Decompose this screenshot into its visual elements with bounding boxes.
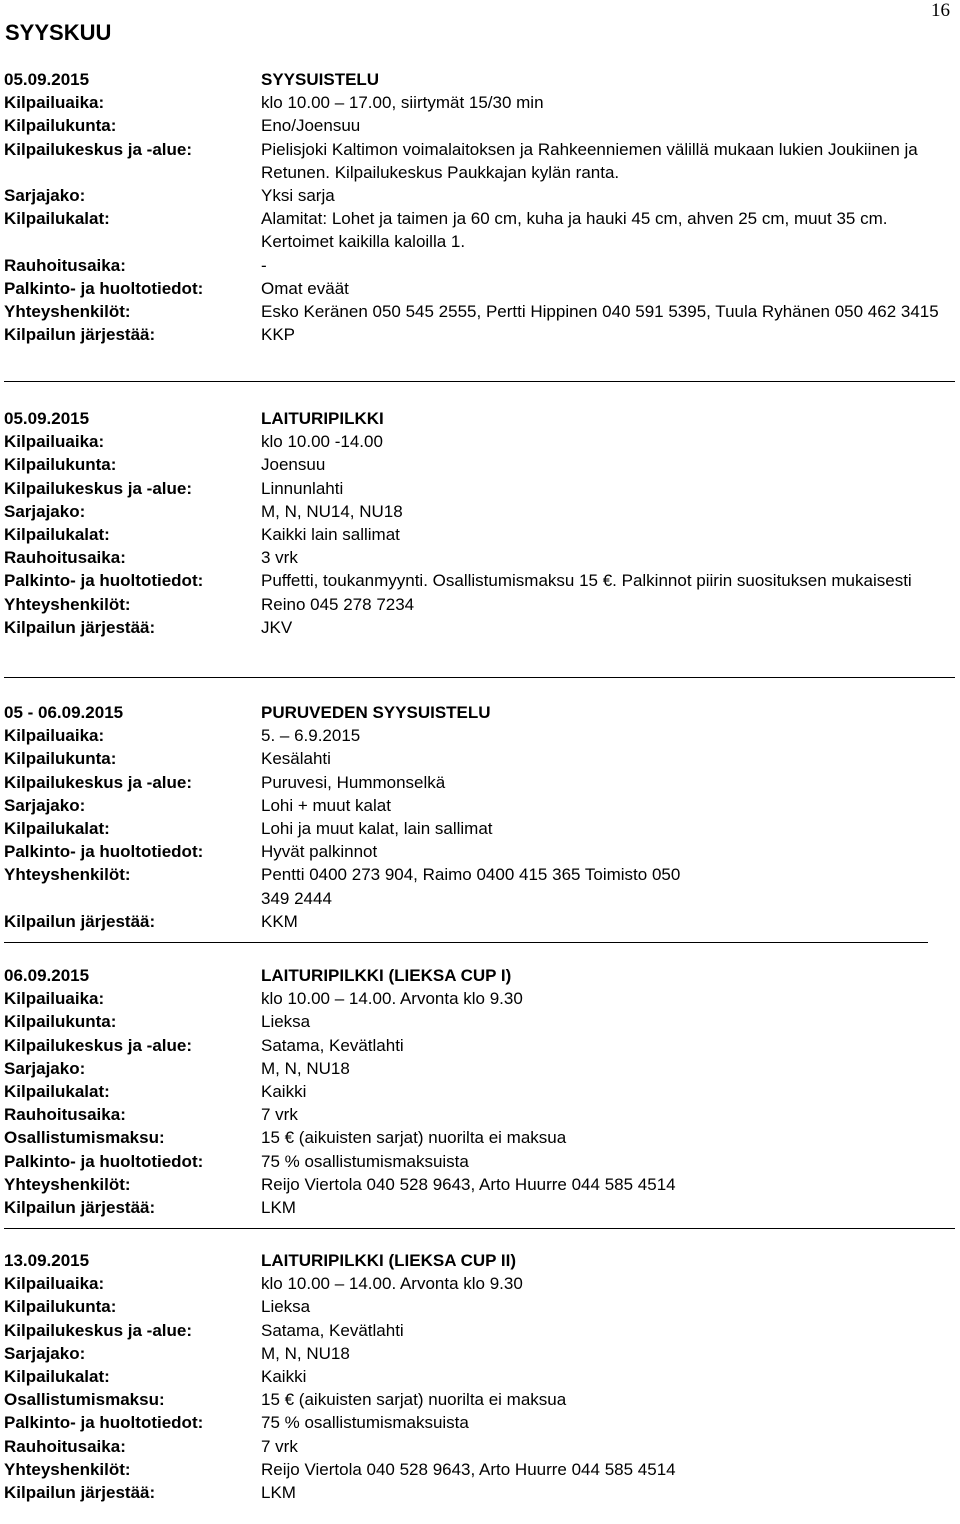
event-row (4, 184, 959, 207)
event-row (4, 138, 959, 184)
row-value: Kesälahti (261, 749, 331, 769)
event-row (4, 840, 959, 863)
row-value: JKV (261, 617, 293, 637)
event-title: LAITURIPILKKI (LIEKSA CUP I) (261, 966, 512, 985)
row-label: Kilpailun järjestää: (4, 911, 156, 931)
row-label: Yhteyshenkilöt: (4, 1459, 131, 1479)
row-label: Rauhoitusaika: (4, 1436, 126, 1456)
event-date: 05.09.2015 (4, 70, 90, 89)
row-label: Osallistumismaksu: (4, 1390, 165, 1410)
event-row (4, 1173, 959, 1196)
event-row (4, 1481, 959, 1504)
row-value: 3 vrk (261, 548, 298, 568)
event-row (4, 1103, 959, 1126)
event-row (4, 1295, 959, 1318)
event-header (4, 68, 959, 91)
event-row (4, 1342, 959, 1365)
event-row (4, 254, 959, 277)
row-value: Alamitat: Lohet ja taimen ja 60 cm, kuha ja hauki 45 cm, ahven 25 cm, muut 35 cm. Kertoimet kaikilla kaloilla 1. (261, 209, 888, 252)
row-value: Puffetti, toukanmyynti. Osallistumismaksu 15 €. Palkinnot piirin suosituksen mukaisesti (261, 571, 912, 591)
row-value: Hyvät palkinnot (261, 842, 378, 862)
event-row (4, 747, 959, 770)
event-row (4, 1126, 959, 1149)
row-label: Kilpailuaika: (4, 432, 105, 452)
event-row (4, 277, 959, 300)
month-title: SYYSKUU (5, 20, 112, 45)
row-value: klo 10.00 – 17.00, siirtymät 15/30 min (261, 93, 544, 113)
row-label: Kilpailun järjestää: (4, 1483, 156, 1503)
event-row (4, 1080, 959, 1103)
event-row (4, 724, 959, 747)
row-label: Rauhoitusaika: (4, 255, 126, 275)
event-row (4, 1319, 959, 1342)
event-row (4, 523, 959, 546)
row-value: Kaikki lain sallimat (261, 525, 400, 545)
row-value: klo 10.00 – 14.00. Arvonta klo 9.30 (261, 1274, 523, 1294)
event-header (4, 407, 959, 430)
row-label: Kilpailuaika: (4, 1274, 105, 1294)
row-value: Kaikki (261, 1367, 307, 1387)
row-value: Lieksa (261, 1012, 311, 1032)
row-label: Kilpailukalat: (4, 819, 110, 839)
row-label: Kilpailukunta: (4, 1297, 117, 1317)
event-title: PURUVEDEN SYYSUISTELU (261, 703, 491, 722)
row-value: KKM (261, 911, 298, 931)
row-label: Kilpailukeskus ja -alue: (4, 478, 193, 498)
row-value: Lohi + muut kalat (261, 795, 391, 815)
row-value: klo 10.00 -14.00 (261, 432, 383, 452)
event-row (4, 987, 959, 1010)
event-row (4, 91, 959, 114)
row-label: Yhteyshenkilöt: (4, 1174, 131, 1194)
event-title: LAITURIPILKKI (LIEKSA CUP II) (261, 1251, 516, 1270)
row-label: Kilpailukeskus ja -alue: (4, 772, 193, 792)
row-label: Kilpailun järjestää: (4, 1198, 156, 1218)
row-label: Kilpailukunta: (4, 1012, 117, 1032)
event-row (4, 323, 959, 346)
row-value: Reino 045 278 7234 (261, 594, 415, 614)
event-row (4, 616, 959, 639)
event-title: LAITURIPILKKI (261, 409, 384, 428)
row-value: Pentti 0400 273 904, Raimo 0400 415 365 Toimisto 050 349 2444 (261, 865, 681, 908)
row-value: klo 10.00 – 14.00. Arvonta klo 9.30 (261, 989, 523, 1009)
event-row (4, 1411, 959, 1434)
row-value: Omat eväät (261, 278, 349, 298)
row-value: M, N, NU18 (261, 1343, 350, 1363)
event-row (4, 300, 959, 323)
row-value: - (261, 255, 267, 275)
row-value: 75 % osallistumismaksuista (261, 1413, 469, 1433)
row-label: Palkinto- ja huoltotiedot: (4, 1151, 204, 1171)
event-row (4, 1458, 959, 1481)
row-label: Kilpailukeskus ja -alue: (4, 1320, 193, 1340)
event-block (4, 1249, 959, 1504)
row-label: Palkinto- ja huoltotiedot: (4, 571, 204, 591)
event-row (4, 1365, 959, 1388)
event-header (4, 1249, 959, 1272)
section-divider (4, 381, 955, 382)
row-label: Rauhoitusaika: (4, 548, 126, 568)
row-value: Reijo Viertola 040 528 9643, Arto Huurre 044 585 4514 (261, 1459, 676, 1479)
row-value: Eno/Joensuu (261, 116, 361, 136)
row-label: Kilpailun järjestää: (4, 325, 156, 345)
row-label: Kilpailukalat: (4, 209, 110, 229)
row-value: Yksi sarja (261, 186, 335, 206)
row-value: 15 € (aikuisten sarjat) nuorilta ei maksua (261, 1128, 567, 1148)
row-label: Kilpailukalat: (4, 1367, 110, 1387)
row-label: Kilpailuaika: (4, 726, 105, 746)
event-header (4, 964, 959, 987)
event-row (4, 114, 959, 137)
row-label: Palkinto- ja huoltotiedot: (4, 1413, 204, 1433)
event-row (4, 569, 959, 592)
row-value: KKP (261, 325, 296, 345)
row-value: Pielisjoki Kaltimon voimalaitoksen ja Rahkeenniemen välillä mukaan lukien Joukiinen ja Retunen. Kilpailukeskus Paukkajan kylän ranta. (261, 139, 918, 182)
row-label: Kilpailuaika: (4, 989, 105, 1009)
row-label: Sarjajako: (4, 1343, 86, 1363)
row-label: Kilpailuaika: (4, 93, 105, 113)
row-value: 15 € (aikuisten sarjat) nuorilta ei maksua (261, 1390, 567, 1410)
row-value: Lohi ja muut kalat, lain sallimat (261, 819, 493, 839)
row-label: Sarjajako: (4, 501, 86, 521)
event-date: 05 - 06.09.2015 (4, 703, 124, 722)
event-row (4, 1034, 959, 1057)
event-row (4, 771, 959, 794)
row-label: Sarjajako: (4, 795, 86, 815)
event-row (4, 477, 959, 500)
event-block (4, 407, 959, 639)
row-value: Joensuu (261, 455, 326, 475)
event-row (4, 207, 959, 253)
row-label: Sarjajako: (4, 1058, 86, 1078)
event-row (4, 910, 959, 933)
row-label: Kilpailukalat: (4, 1082, 110, 1102)
event-row (4, 1010, 959, 1033)
row-value: Satama, Kevätlahti (261, 1035, 404, 1055)
row-label: Yhteyshenkilöt: (4, 594, 131, 614)
event-row (4, 1150, 959, 1173)
row-value: 75 % osallistumismaksuista (261, 1151, 469, 1171)
row-label: Kilpailukalat: (4, 525, 110, 545)
row-label: Kilpailukunta: (4, 116, 117, 136)
event-header (4, 701, 959, 724)
row-label: Palkinto- ja huoltotiedot: (4, 842, 204, 862)
event-row (4, 1196, 959, 1219)
event-date: 05.09.2015 (4, 409, 90, 428)
page-number: 16 (931, 0, 950, 21)
section-divider (4, 942, 928, 943)
row-value: M, N, NU14, NU18 (261, 501, 403, 521)
event-date: 13.09.2015 (4, 1251, 90, 1270)
row-value: LKM (261, 1483, 296, 1503)
row-label: Osallistumismaksu: (4, 1128, 165, 1148)
row-label: Kilpailun järjestää: (4, 617, 156, 637)
event-row (4, 817, 959, 840)
row-label: Yhteyshenkilöt: (4, 865, 131, 885)
row-value: Reijo Viertola 040 528 9643, Arto Huurre 044 585 4514 (261, 1174, 676, 1194)
row-value: Satama, Kevätlahti (261, 1320, 404, 1340)
row-label: Kilpailukeskus ja -alue: (4, 139, 193, 159)
row-label: Rauhoitusaika: (4, 1105, 126, 1125)
row-label: Sarjajako: (4, 186, 86, 206)
row-value: Lieksa (261, 1297, 311, 1317)
row-value: Kaikki (261, 1082, 307, 1102)
row-value: 7 vrk (261, 1105, 298, 1125)
row-label: Kilpailukunta: (4, 749, 117, 769)
event-row (4, 1435, 959, 1458)
event-row (4, 794, 959, 817)
event-row (4, 1057, 959, 1080)
row-label: Kilpailukunta: (4, 455, 117, 475)
event-block (4, 701, 959, 933)
event-row (4, 593, 959, 616)
event-row (4, 1388, 959, 1411)
event-title: SYYSUISTELU (261, 70, 380, 89)
row-value: LKM (261, 1198, 296, 1218)
event-row (4, 863, 959, 909)
event-row (4, 430, 959, 453)
event-row (4, 546, 959, 569)
row-label: Palkinto- ja huoltotiedot: (4, 278, 204, 298)
event-row (4, 453, 959, 476)
event-block (4, 68, 959, 346)
section-divider (4, 1228, 955, 1229)
section-divider (4, 677, 955, 678)
event-date: 06.09.2015 (4, 966, 90, 985)
row-value: Puruvesi, Hummonselkä (261, 772, 446, 792)
row-label: Kilpailukeskus ja -alue: (4, 1035, 193, 1055)
row-value: 5. – 6.9.2015 (261, 726, 361, 746)
row-value: M, N, NU18 (261, 1058, 350, 1078)
row-value: 7 vrk (261, 1436, 298, 1456)
row-value: Linnunlahti (261, 478, 344, 498)
event-block (4, 964, 959, 1219)
event-row (4, 1272, 959, 1295)
event-row (4, 500, 959, 523)
row-label: Yhteyshenkilöt: (4, 302, 131, 322)
row-value: Esko Keränen 050 545 2555, Pertti Hippinen 040 591 5395, Tuula Ryhänen 050 462 3415 (261, 302, 939, 322)
